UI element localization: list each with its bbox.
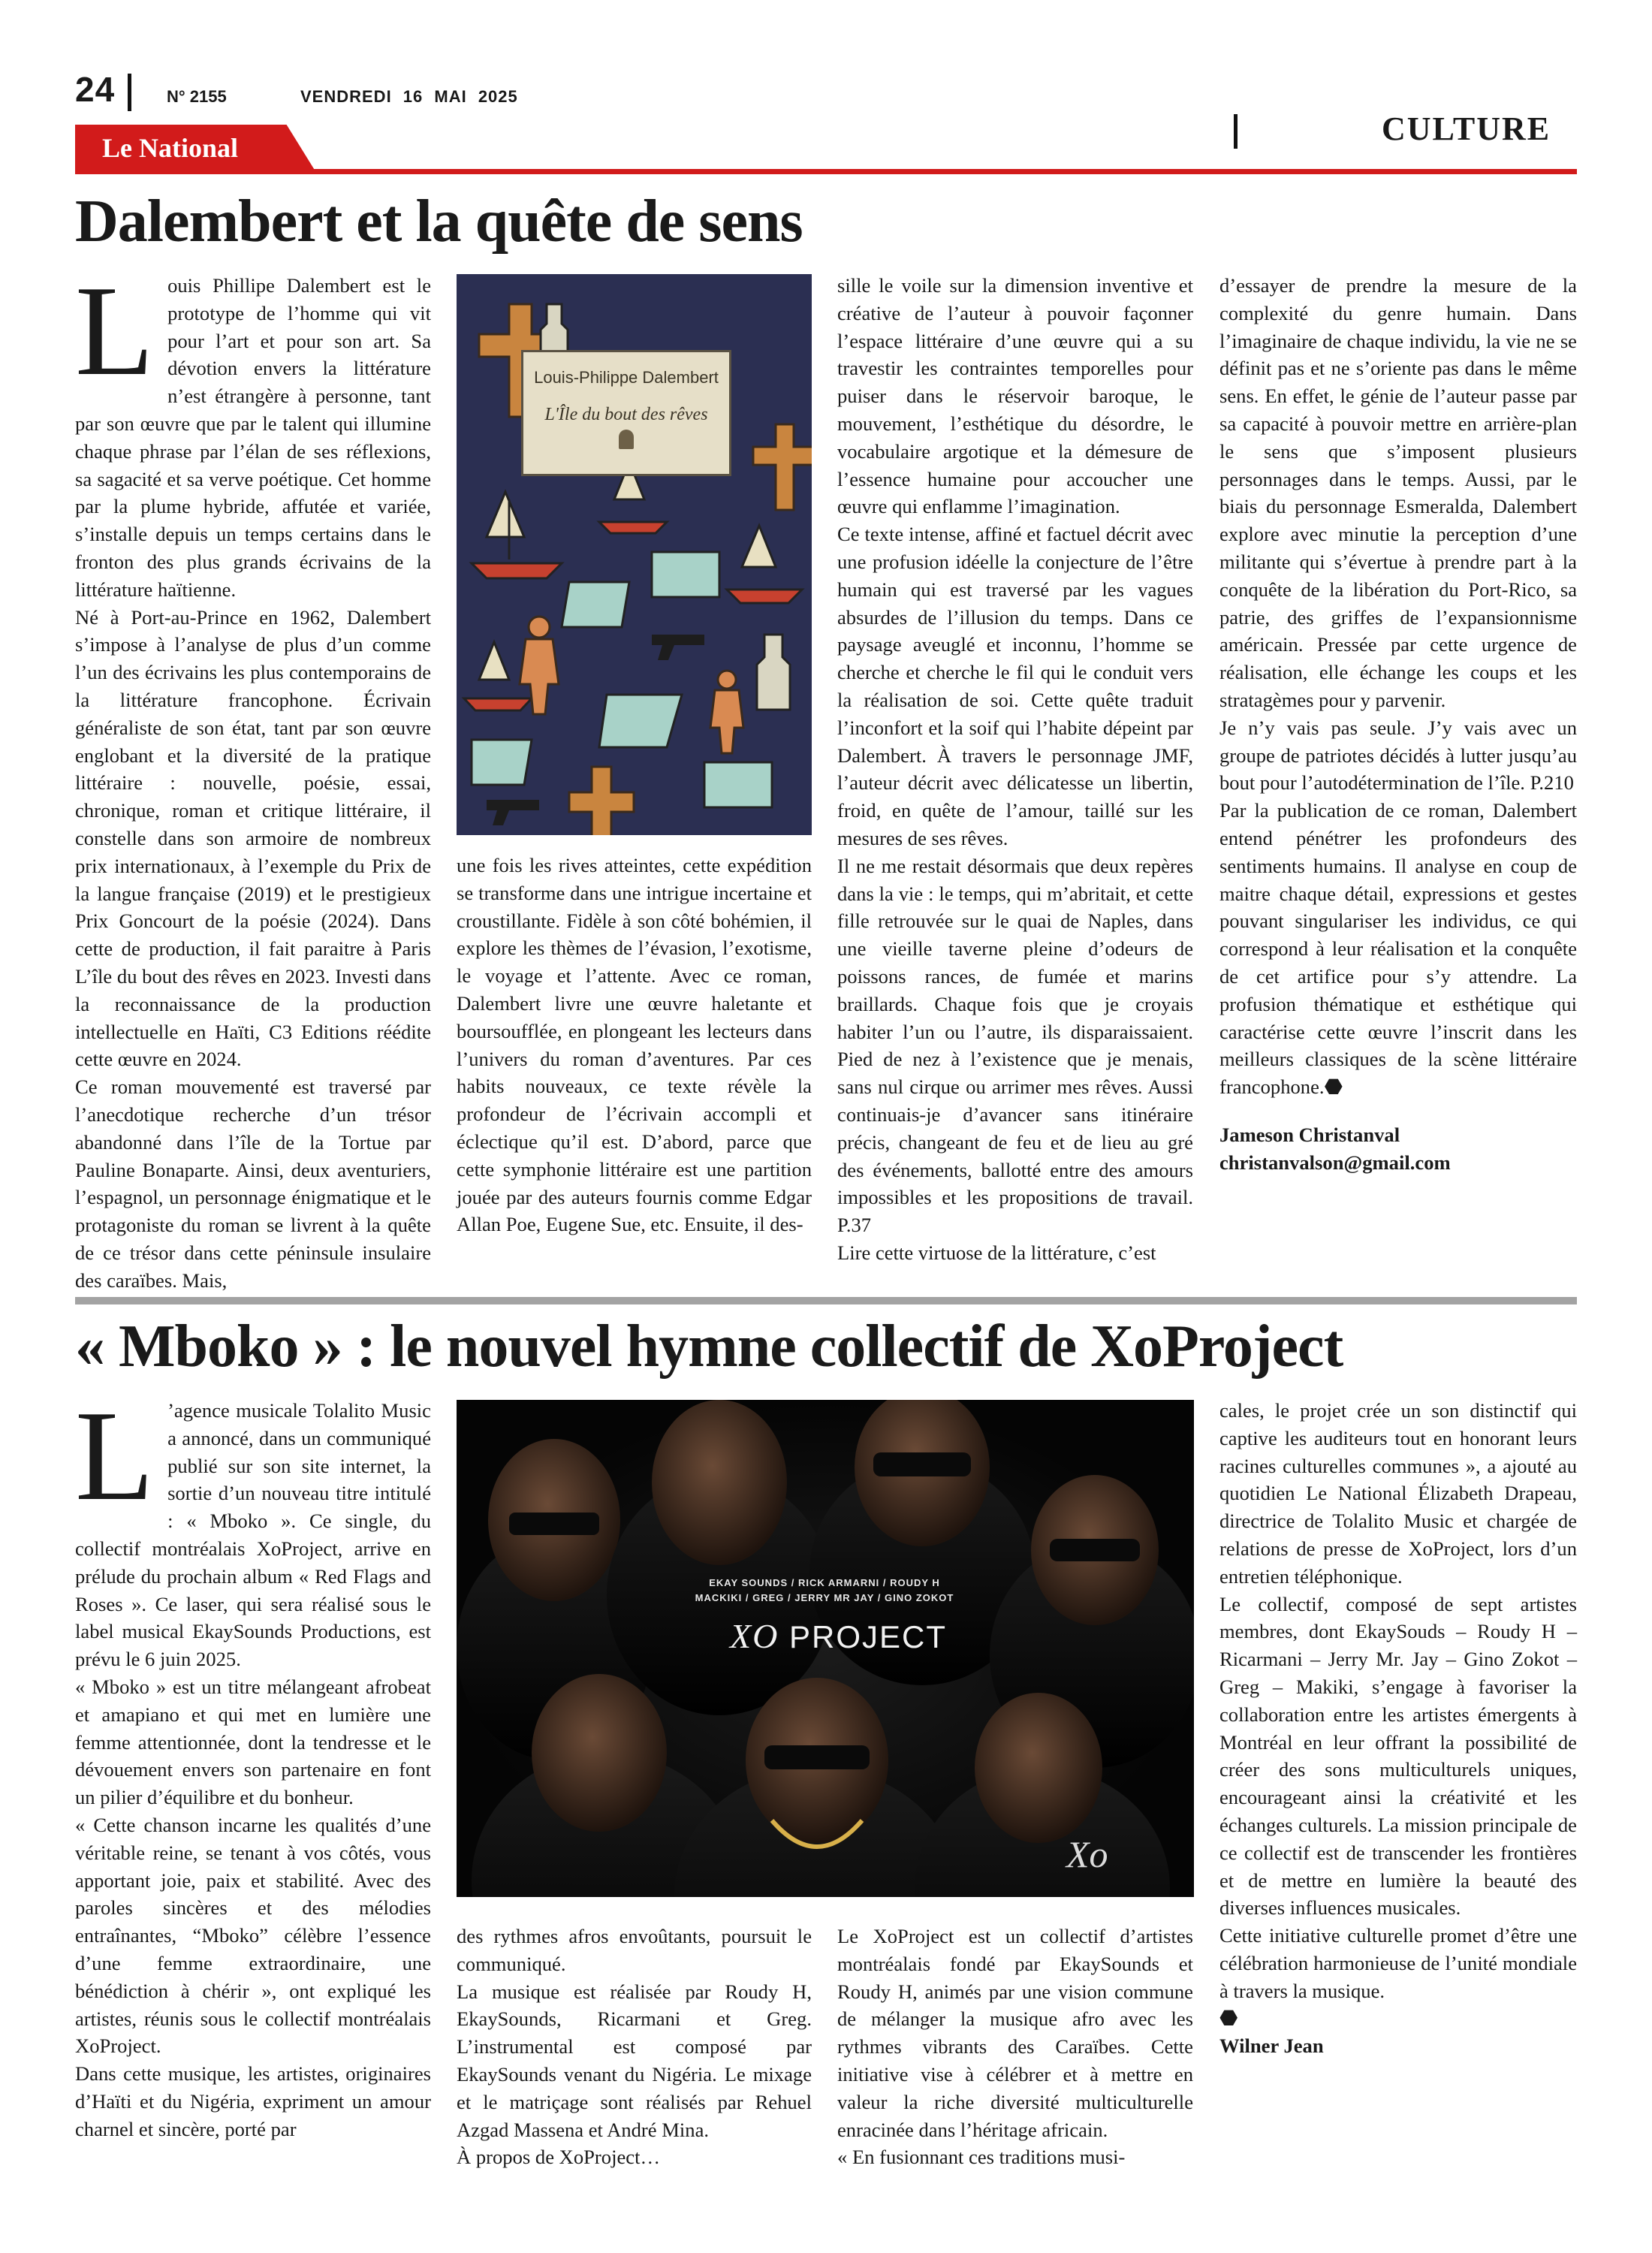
section-divider — [1234, 114, 1237, 149]
paragraph: Par la publication de ce roman, Dalembert entend pénétrer les profondeurs des sentiments humains. Il analyse en coup de maitre chaque détail, expressions et gestes pouvant singulariser les individus, ce qui correspond à leur réalisation et la conquête de cet artifice pour s’y attendre. La profusion thématique et esthétique qui caractérise cette œuvre l’inscrit dans les meilleurs classiques de la scène littéraire francophone. — [1219, 799, 1577, 1099]
paragraph: des rythmes afros envoûtants, poursuit le communiqué. — [457, 1925, 812, 1975]
artist-names-line-2: MACKIKI / GREG / JERRY MR JAY / GINO ZOKOT — [695, 1592, 954, 1603]
paragraph: « En fusionnant ces traditions musi- — [837, 2146, 1126, 2169]
article-2-column-4 — [1219, 1397, 1577, 2060]
artist-names-line-1: EKAY SOUNDS / RICK ARMARNI / ROUDY H — [709, 1577, 940, 1588]
publisher-logo-icon — [619, 430, 634, 449]
end-mark-icon: ⬣ — [1324, 1075, 1343, 1099]
article-1-headline: Dalembert et la quête de sens — [75, 189, 803, 255]
book-cover-label — [521, 350, 731, 476]
corner-logo: Xo — [1066, 1833, 1108, 1875]
paragraph: une fois les rives atteintes, cette expédition se transforme dans une intrigue incertaine et croustillante. Fidèle à son côté bohémien, il explore les thèmes de l’évasion, l’exotisme, le voyage et l’attente. Avec ce roman, Dalembert livre une œuvre haletante et boursoufflée, en plongeant les lecteurs dans l’univers du roman d’aventures. Par ces habits nouveaux, ce texte révèle la profondeur de l’écrivain accompli et éclectique qu’il est. D’abord, parce que cette symphonie littéraire est une partition jouée par des auteurs fournis comme Edgar Allan Poe, Eugene Sue, etc. Ensuite, il des- — [457, 854, 812, 1236]
paragraph: Cette initiative culturelle promet d’être une célébration harmonieuse de l’unité mondiale à travers la musique. — [1219, 1924, 1577, 2002]
article-2-column-3 — [837, 1923, 1193, 2171]
paragraph: sille le voile sur la dimension inventive et créative de l’auteur à pouvoir façonner l’espace littéraire d’une œuvre qui a su travestir les contraintes temporelles pour puiser dans le réservoir baroque, le mouvement, l’esthétique du désordre, le vocabulaire argotique et la démesure de l’essence humaine pour accoucher une œuvre qui enflamme l’imagination. — [837, 274, 1193, 518]
paragraph: Lire cette virtuose de la littérature, c’est — [837, 1241, 1156, 1264]
article-divider — [75, 1297, 1577, 1304]
article-2-author: Wilner Jean — [1219, 2034, 1324, 2058]
masthead-title: Le National — [102, 133, 239, 163]
header-divider — [128, 74, 131, 111]
section-name: CULTURE — [1382, 110, 1551, 147]
xo-logo-mark: XO — [730, 1617, 779, 1655]
xo-project-logo — [730, 1616, 947, 1656]
header-rule — [75, 169, 1577, 174]
book-author: Louis-Philippe Dalembert — [534, 368, 719, 387]
publication-date: VENDREDI 16 MAI 2025 — [300, 87, 518, 106]
article-2-headline: « Mboko » : le nouvel hymne collectif de XoProject — [75, 1313, 1343, 1380]
paragraph: À propos de XoProject… — [457, 2146, 661, 2169]
xo-logo-word: PROJECT — [789, 1619, 948, 1654]
page-number: 24 — [75, 70, 116, 109]
article-2-dropcap: L — [75, 1385, 155, 1528]
paragraph: ouis Phillipe Dalembert est le prototype de l’homme qui vit pour l’art et pour son art. Sa dévotion envers la littérature n’est étrangère à personne, tant par son œuvre que par le talent qui illumine chaque phrase par l’élan de ses réflexions, sa sagacité et sa verve poétique. Cet homme par la plume hybride, affutée et variée, s’installe depuis un temps certains dans le fronton des plus grands écrivains de la littérature haïtienne. — [75, 274, 431, 601]
paragraph: Dans cette musique, les artistes, originaires d’Haïti et du Nigéria, expriment un amour charnel et sincère, porté par — [75, 2062, 431, 2140]
article-2-column-2 — [457, 1923, 812, 2171]
paragraph: « Cette chanson incarne les qualités d’une véritable reine, se tenant à vos côtés, vous apportant joie, paix et stabilité. Avec des paroles sincères et des mélodies entraînantes, “Mboko” célèbre l’essence d’une femme extraordinaire, une bénédiction à chérir », ont expliqué les artistes, réunis sous le collectif montréalais XoProject. — [75, 1813, 431, 2058]
paragraph: Ce roman mouvementé est traversé par l’anecdotique recherche d’un trésor abandonné dans l’île de la Tortue par Pauline Bonaparte. Ainsi, deux aventuriers, l’espagnol, un personnage énigmatique et le protagoniste du roman se livrent à la quête de ce trésor dans cette péninsule insulaire des caraïbes. Mais, — [75, 1075, 431, 1292]
paragraph: ’agence musicale Tolalito Music a annoncé, dans un communiqué publié sur son site internet, la sortie d’un nouveau titre intitulé : « Mboko ». Ce single, du collectif montréalais XoProject, arrive en prélude du prochain album « Red Flags and Roses ». Ce laser, qui sera réalisé sous le label musical EkaySounds Productions, est prévu le 6 juin 2025. — [75, 1399, 431, 1671]
article-1-dropcap: L — [75, 260, 155, 403]
article-1-column-3 — [837, 272, 1193, 1267]
end-mark-icon: ⬣ — [1219, 2006, 1238, 2030]
article-2-column-1 — [75, 1385, 431, 2143]
paragraph: d’essayer de prendre la mesure de la complexité du genre humain. Dans l’imaginaire de chaque individu, la vie ne se définit pas et ne s’oriente pas dans le même sens. En effet, le génie de l’auteur passe par sa capacité à pouvoir mettre en arrière-plan le sens que s’imposent plusieurs personnages dans le temps. Aussi, par le biais du personnage Esmeralda, Dalembert explore avec minutie la perception d’une militante qui s’évertue à prendre part à la conquête de la libération du Port-Rico, sa patrie, des griffes de l’expansionnisme américain. Pressée par cette urgence de réalisation, elle échange les coups et les stratagèmes pour y parvenir. — [1219, 274, 1577, 711]
article-1-column-1 — [75, 260, 431, 1294]
paragraph: Le collectif, composé de sept artistes membres, dont EkaySouds – Roudy H – Ricarmani – Jerry Mr. Jay – Gino Zokot – Greg – Makiki, s’engage à favoriser la collaboration entre les artistes émergents à Montréal en leur offrant la possibilité de créer des sons multiculturels uniques, encourageant ainsi la créativité et les échanges culturels. La mission principale de ce collectif est de transcender les frontières et de mettre en lumière la beauté des diverses influences musicales. — [1219, 1592, 1577, 1920]
article-1-column-2 — [457, 852, 812, 1238]
artist-names — [689, 1576, 960, 1606]
paragraph: « Mboko » est un titre mélangeant afrobeat et amapiano et qui met en lumière une femme attentionnée, dont la tendresse et le dévouement envers son partenaire en font un pilier d’équilibre et du bonheur. — [75, 1675, 431, 1809]
paragraph: cales, le projet crée un son distinctif qui captive les auditeurs tout en honorant leurs racines culturelles communes », a ajouté au quotidien Le National Élizabeth Drapeau, directrice de Tolalito Music et chargée de relations de presse de XoProject, lors d’un entretien téléphonique. — [1219, 1399, 1577, 1588]
issue-number: N° 2155 — [167, 87, 227, 106]
article-1-column-4 — [1219, 272, 1577, 1177]
paragraph: Il ne me restait désormais que deux repères dans la vie : le temps, qui m’abritait, et cette fille retrouvée sur le quai de Naples, dans une vieille taverne pleine d’odeurs de poissons rances, de fumée et marins braillards. Chaque fois que je croyais habiter l’un ou l’autre, ils disparaissaient. Pied de nez à l’existence que je menais, sans nul cirque ou arrimer mes rêves. Aussi continuais-je d’avancer sans itinéraire précis, changeant de feu et de lieu au gré des événements, ballotté entre des amours impossibles et les propositions de travail. P.37 — [837, 854, 1193, 1237]
paragraph: Le XoProject est un collectif d’artistes montréalais fondé par EkaySounds et Roudy H, animés par une vision commune de mélanger la musique afro avec les rythmes vibrants des Caraïbes. Cette initiative vise à célébrer et à mettre en valeur la riche diversité multiculturelle enracinée dans l’héritage africain. — [837, 1925, 1193, 2141]
paragraph: Je n’y vais pas seule. J’y vais avec un groupe de patriotes décidés à lutter jusqu’au bout pour l’autodétermination de l’île. P.210 — [1219, 716, 1577, 795]
article-1-email: christanvalson@gmail.com — [1219, 1151, 1451, 1174]
paragraph: Ce texte intense, affiné et factuel décrit avec une profusion idéelle la conjecture de l’être humain qui est traversé par les vagues absurdes de l’illusion du temps. Dans ce paysage aveuglé et inconnu, l’homme se cherche et cherche le fil qui le conduit vers la réalisation de soi. Cette quête traduit l’inconfort et la soif qui l’habite dépeint par Dalembert. À travers le personnage JMF, l’auteur décrit avec délicatesse un libertin, froid, en quête de l’amour, taillé sur les mesures de ses rêves. — [837, 523, 1193, 849]
book-title: L'Île du bout des rêves — [544, 405, 708, 424]
paragraph: Né à Port-au-Prince en 1962, Dalembert s’impose à l’analyse de plus d’un comme l’un des écrivains les plus contemporains de la littérature francophone. Écrivain généraliste de son état, tant par son œuvre englobant et la diversité de la pratique littéraire : nouvelle, poésie, essai, chronique, roman et critique littéraire, il constelle dans son armoire de nombreux prix internationaux, à l’exemple du Prix de la langue française (2019) et le prestigieux Prix Goncourt de la poésie (2024). Dans cette de production, il fait paraitre à Paris L’île du bout des rêves en 2023. Investi dans la reconnaissance de la production intellectuelle en Haïti, C3 Editions réédite cette œuvre en 2024. — [75, 605, 431, 1071]
paragraph: La musique est réalisée par Roudy H, EkaySounds, Ricarmani et Greg. L’instrumental est composé par EkaySounds venant du Nigéria. Le mixage et le matriçage sont réalisés par Rehuel Azgad Massena et André Mina. — [457, 1980, 812, 2141]
article-1-author: Jameson Christanval — [1219, 1123, 1400, 1146]
